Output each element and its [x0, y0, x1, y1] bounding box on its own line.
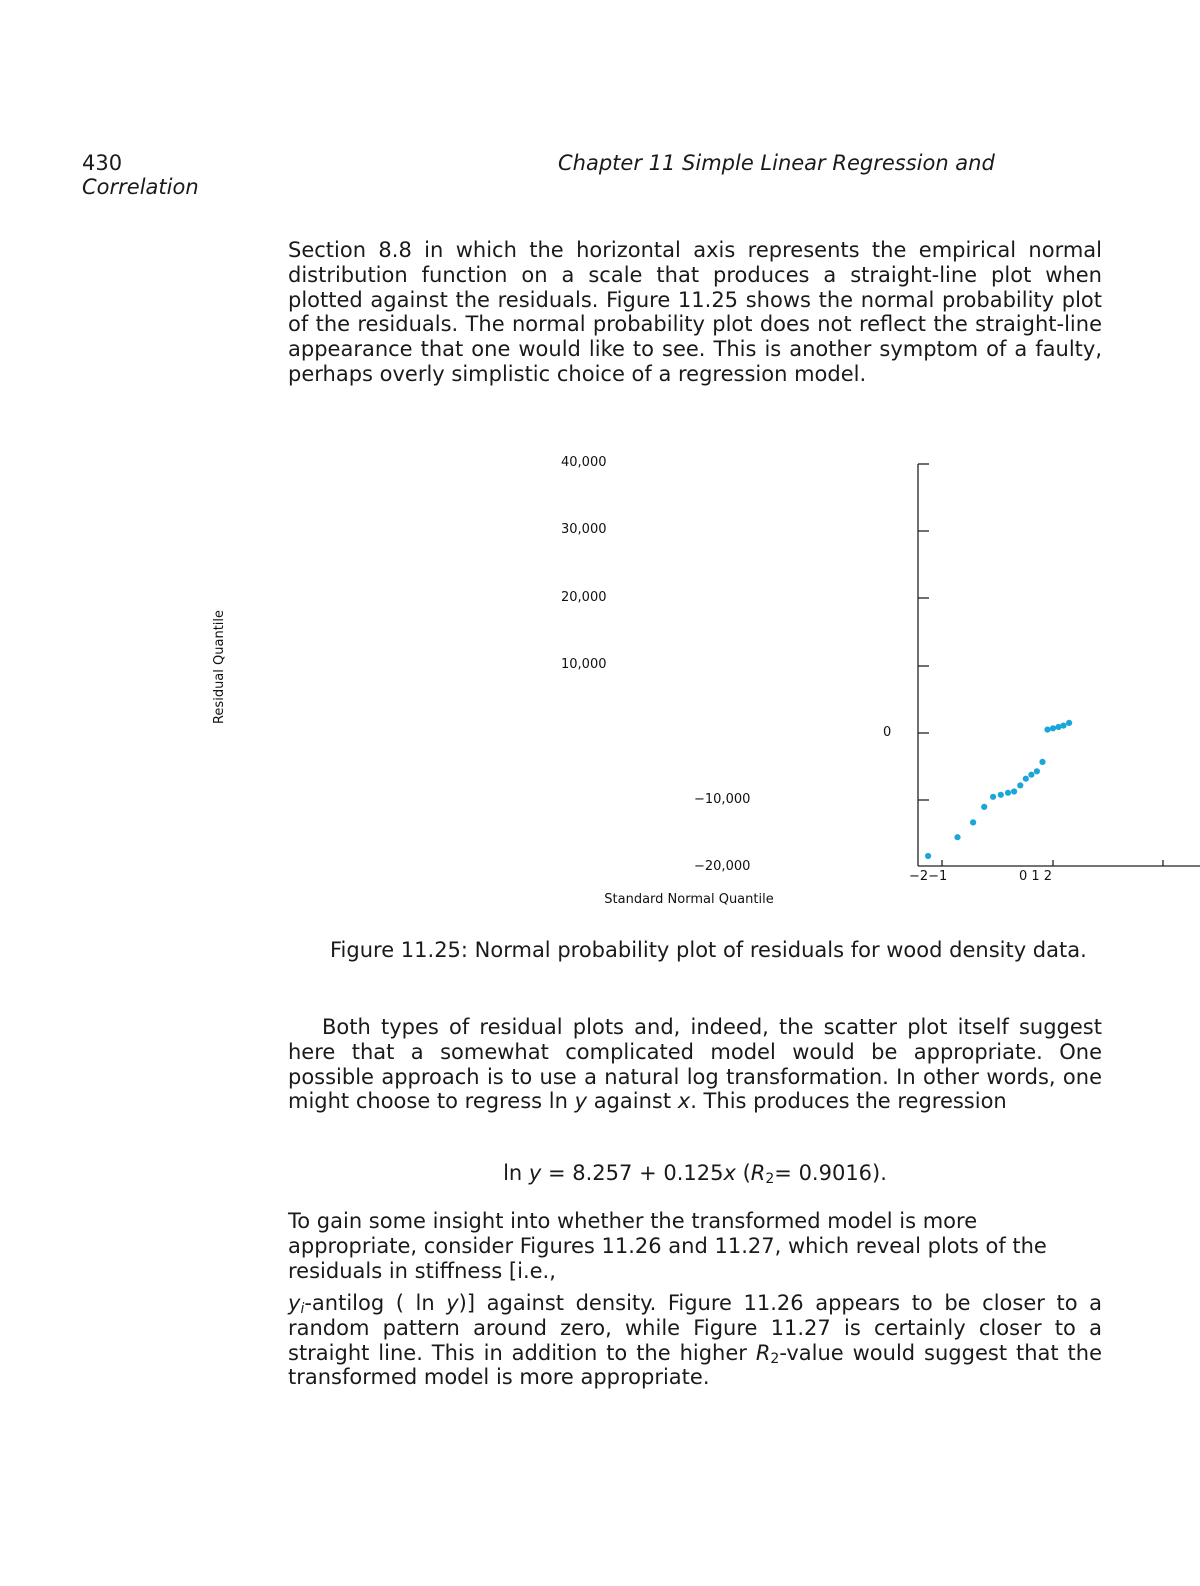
chapter-title-continued: Correlation [82, 175, 199, 199]
x-axis-title: Standard Normal Quantile [604, 892, 774, 907]
data-points [925, 720, 1072, 859]
data-point [998, 792, 1004, 798]
x-tick-label: −2−1 [909, 869, 948, 884]
y-tick-label: 30,000 [561, 522, 607, 537]
body-paragraph-1: Section 8.8 in which the horizontal axis represents the empirical normal distribution function on a scale that produces a straight-line plot when plotted against the residuals. Figure 11.25 shows the normal probability plot of the residuals. The normal probability plot does not reflect the straight-line appearance that one would like to see. This is another symptom of a faulty, perhaps overly simplistic choice of a regression model. [288, 238, 1102, 386]
data-point [981, 804, 987, 810]
y-tick-label: 0 [883, 725, 892, 740]
variable-x: x [677, 1089, 691, 1114]
data-point [1050, 725, 1056, 731]
data-point [1060, 723, 1066, 729]
data-point [1066, 720, 1072, 726]
y-tick-label: −20,000 [694, 859, 751, 874]
y-tick-label: −10,000 [694, 792, 751, 807]
data-point [954, 834, 960, 840]
y-tick-labels [561, 455, 891, 874]
data-point [1028, 772, 1034, 778]
page-number: 430 [82, 151, 123, 175]
chapter-title: Chapter 11 Simple Linear Regression and [558, 151, 995, 175]
data-point [1011, 788, 1017, 794]
variable-y: y [574, 1089, 588, 1114]
data-point [1023, 776, 1029, 782]
data-point [1034, 768, 1040, 774]
body-paragraph-4: $y_i$-antilog ( ln y)] against density. Figure 11.26 appears to be closer to a random pattern around zero, while Figure 11.27 is certainly closer to a straight line. This in addition to the higher $R_2$-value would suggest that the transformed model is more appropriate. [288, 1291, 1102, 1390]
y-axis-title: Residual Quantile [212, 609, 227, 725]
y-tick-label: 40,000 [561, 455, 607, 470]
data-point [1039, 759, 1045, 765]
regression-equation: ln y = 8.257 + 0.125x $(R_2= 0.9016)$. [503, 1161, 887, 1187]
data-point [1017, 782, 1023, 788]
data-point [925, 853, 931, 859]
x-tick-label: 0 1 2 [1019, 869, 1053, 884]
body-paragraph-3: To gain some insight into whether the transformed model is more appropriate, consider Figures 11.26 and 11.27, which reveal plots of the residuals in stiffness [i.e., [288, 1209, 1047, 1283]
data-point [970, 819, 976, 825]
data-point [1044, 727, 1050, 733]
figure-caption: Figure 11.25: Normal probability plot of residuals for wood density data. [330, 938, 1087, 962]
data-point [1005, 790, 1011, 796]
y-axis [918, 464, 929, 866]
y-tick-label: 20,000 [561, 590, 607, 605]
body-paragraph-2: Both types of residual plots and, indeed, the scatter plot itself suggest here that a somewhat complicated model would be appropriate. One possible approach is to use a natural log transformation. In other words, one might choose to regress ln y against x. This produces the regression [288, 1015, 1102, 1114]
y-tick-label: 10,000 [561, 657, 607, 672]
x-axis [918, 860, 1200, 866]
data-point [990, 794, 996, 800]
